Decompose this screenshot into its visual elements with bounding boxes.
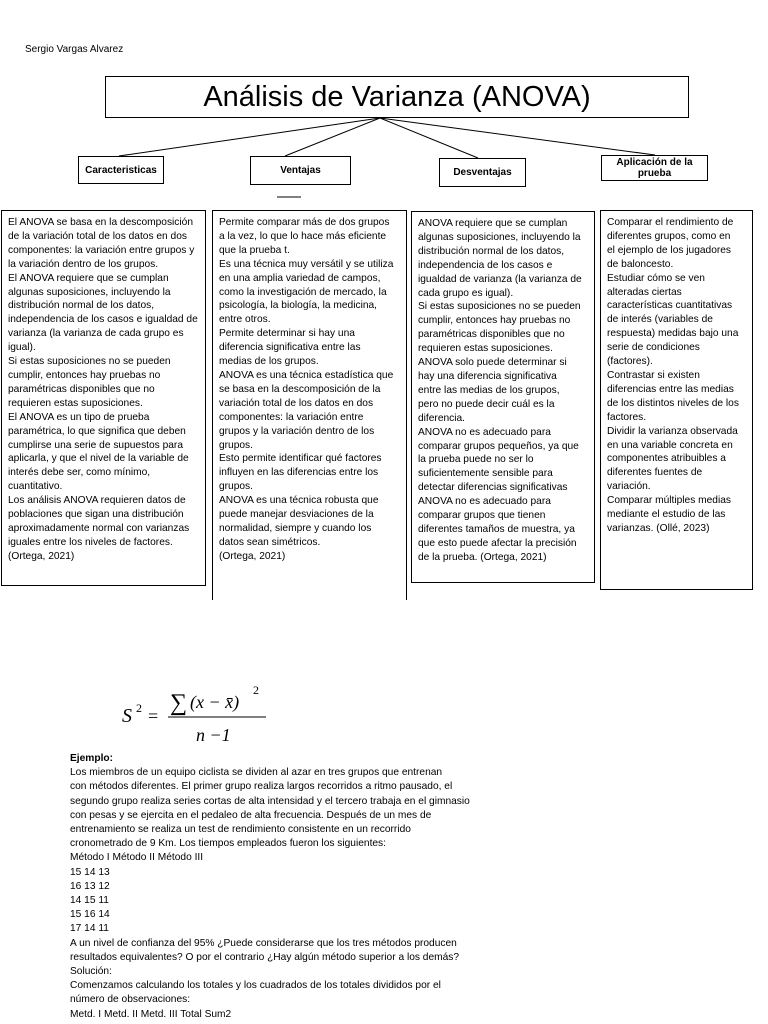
example-line: Método I Método II Método III [70,852,204,864]
formula-sum-symbol: ∑ [170,690,188,716]
page-title: Análisis de Varianza (ANOVA) [203,80,591,113]
panel-caracteristicas [1,210,206,586]
connector-aplicacion [380,118,655,155]
example-line: Solución: [70,966,112,978]
panel-text: ANOVA requiere que se cumplan algunas suposiciones, incluyendo la distribución normal de los datos, independencia de los casos e igualdad de varianza (la varianza de cada grupo es igual). Si estas suposiciones no se pueden cumplir, entonces hay pruebas no paramétricas disponibles que no requieren estas suposiciones. ANOVA solo puede determinar si hay una diferencia significativa entre las medias de los grupos, pero no puede decir cuál es la diferencia. ANOVA no es adecuado para comparar grupos pequeños, ya que la prueba puede no ser lo suficientemente sensible para detectar diferencias significativas ANOVA no es adecuado para comparar grupos que tienen diferentes tamaños de muestra, ya que esto puede afectar la precisión de la prueba. (Ortega, 2021) [418,218,582,563]
panel-text: El ANOVA se basa en la descomposición de la variación total de los datos en dos componentes: la variación entre grupos y la variación dentro de los grupos. El ANOVA requiere que se cumplan algunas suposiciones, incluyendo la distribución normal de los datos, independencia de los casos e igualdad de varianza (la varianza de cada grupo es igual). Si estas suposiciones no se pueden cumplir, entonces hay pruebas no paramétricas disponibles que no requieren estas suposiciones. El ANOVA es un tipo de prueba paramétrica, lo que significa que deben cumplirse una serie de supuestos para aplicarla, y que el nivel de la variable de interés debe ser, como mínimo, cuantitativo. Los análisis ANOVA requieren datos de poblaciones que sigan una distribución aproximadamente normal con varianzas iguales entre los niveles de factores. (Ortega, 2021) [8,217,198,562]
example-line: cronometrado de 9 Km. Los tiempos empleados fueron los siguientes: [70,838,386,850]
formula-denominator: n −1 [196,725,231,745]
formula-equals: = [148,706,159,726]
example-line: Los miembros de un equipo ciclista se dividen al azar en tres grupos que entrenan [70,767,443,779]
example-line: entrenamiento se realiza un test de rendimiento consistente en un recorrido [70,824,411,836]
example-line: resultados equivalentes? O por el contrario ¿Hay algún método superior a los demás? [70,951,460,963]
example-line: A un nivel de confianza del 95% ¿Puede considerarse que los tres métodos producen [70,937,457,949]
example-line: 14 15 11 [70,895,109,907]
connector-caracteristicas [119,118,380,156]
category-ventajas: Ventajas [250,156,351,185]
example-line: 17 14 11 [70,923,109,935]
variance-formula [118,678,278,748]
panel-ventajas [212,210,407,600]
category-aplicacion: Aplicación de la prueba [601,155,708,181]
author-name: Sergio Vargas Alvarez [25,44,124,55]
example-line: 16 13 12 [70,880,110,892]
connector-ventajas [285,118,380,156]
panel-text: Comparar el rendimiento de diferentes grupos, como en el ejemplo de los jugadores de baloncesto. Estudiar cómo se ven alteradas ciertas características cuantitativas de interés (variables de respuesta) medidas bajo una serie de condiciones (factores). Contrastar si existen diferencias entre las medias de los distintos niveles de los factores. Dividir la varianza observada en una variable concreta en componentes atribuibles a diferentes fuentes de variación. Comparar múltiples medias mediante el estudio de las varianzas. (Ollé, 2023) [607,217,739,534]
connector-desventajas [380,118,478,158]
formula-numerator: (x − x̄) [190,692,240,712]
example-line: con métodos diferentes. El primer grupo realiza largos recorridos a ritmo pausado, el [70,781,453,793]
panel-text: Permite comparar más de dos grupos a la vez, lo que lo hace más eficiente que la prueba t. Es una técnica muy versátil y se utiliza en una amplia variedad de campos, como la investigación de mercado, la psicología, la biología, la medicina, entre otros. Permite determinar si hay una diferencia significativa entre las medias de los grupos. ANOVA es una técnica estadística que se basa en la descomposición de la variación total de los datos en dos componentes: la variación entre grupos y la variación dentro de los grupos. Esto permite identificar qué factores influyen en las diferencias entre los grupos. ANOVA es una técnica robusta que puede manejar desviaciones de la normalidad, siempre y cuando los datos sean simétricos. (Ortega, 2021) [219,217,394,562]
formula-numerator-exponent: 2 [253,683,259,697]
example-heading: Ejemplo: [70,753,114,764]
example-line: Metd. I Metd. II Metd. III Total Sum2 [70,1008,232,1020]
example-line: número de observaciones: [70,994,191,1006]
panel-desventajas [411,211,595,583]
example-line: 15 16 14 [70,909,110,921]
category-caracteristicas: Caracteristicas [78,156,164,184]
example-line: 15 14 13 [70,866,110,878]
example-line: con pesas y se ejercita en el pedaleo de alta frecuencia. Después de un mes de [70,809,432,821]
formula-lhs: S [122,705,132,727]
example-line: segundo grupo realiza series cortas de alta intensidad y el tercero trabaja en el gimnasio [70,795,470,807]
panel-aplicacion [600,210,753,590]
example-body [70,766,500,1022]
category-desventajas: Desventajas [439,158,526,187]
example-line: Comenzamos calculando los totales y los cuadrados de los totales divididos por el [70,980,441,992]
formula-lhs-exponent: 2 [136,701,142,715]
example-section [70,752,500,1022]
